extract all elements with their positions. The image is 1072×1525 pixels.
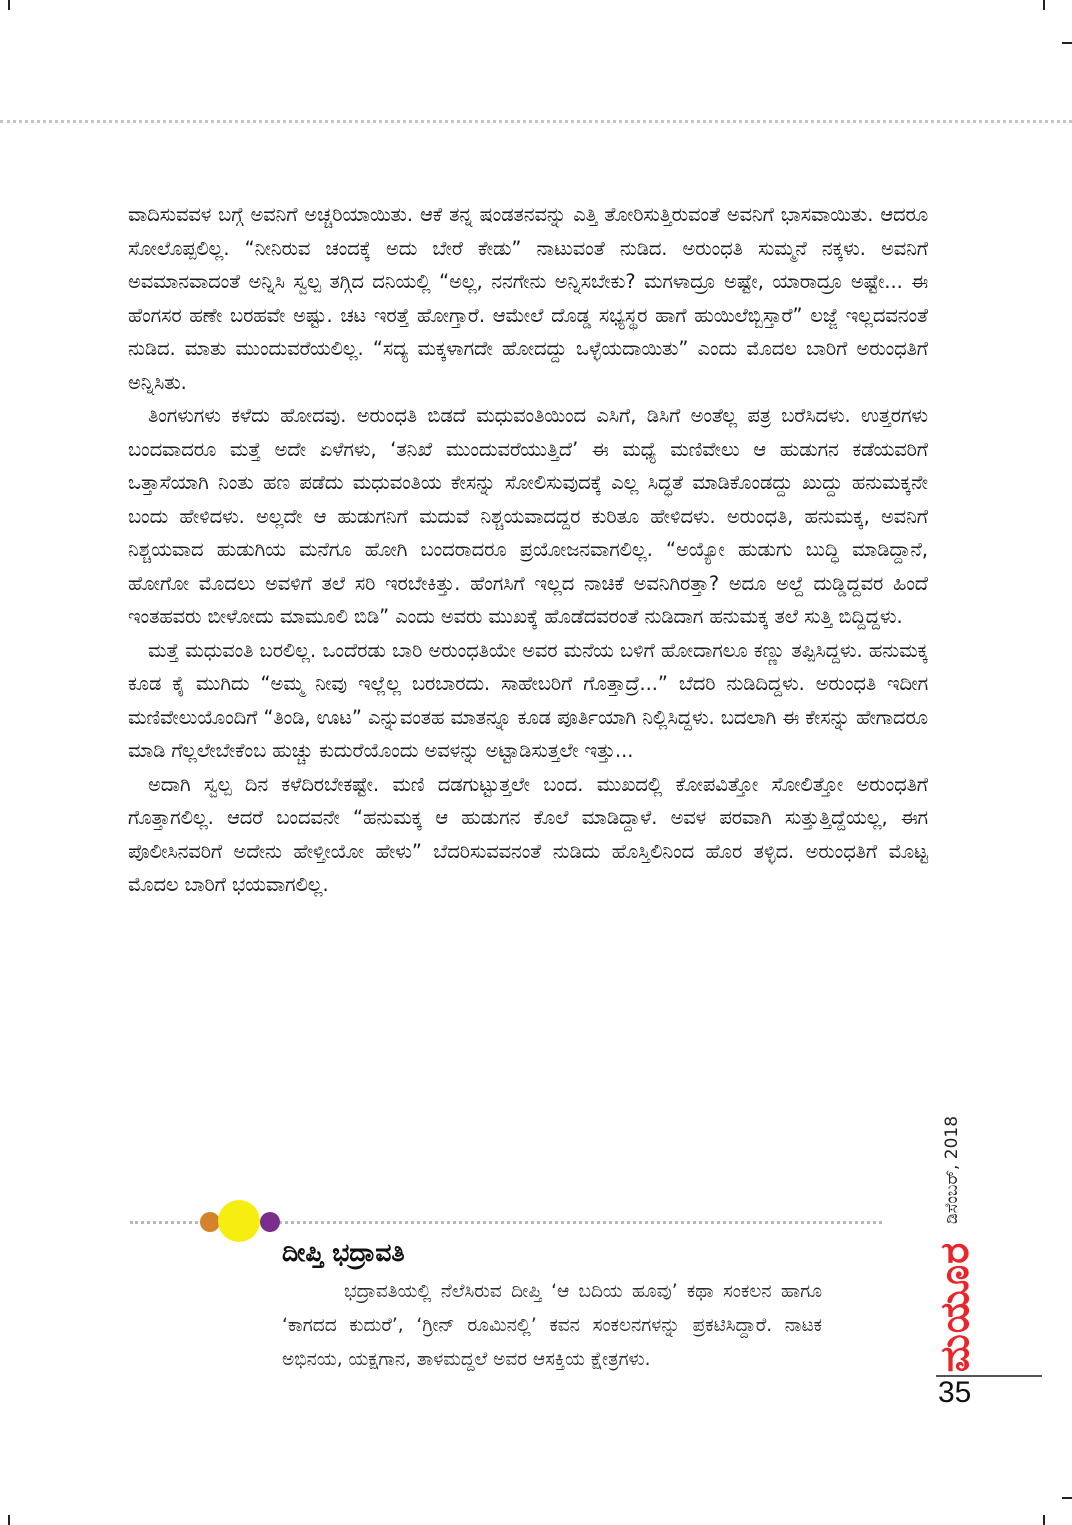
top-dotted-rule	[0, 120, 1072, 123]
magazine-logo: ಮಯೂರ	[932, 1241, 978, 1373]
author-bio	[282, 1275, 822, 1377]
crop-mark-bottom-left	[8, 1515, 10, 1525]
purple-dot-ornament	[260, 1212, 280, 1232]
crop-mark-top-left	[8, 0, 10, 10]
issue-date: ಡಿಸೆಂಬರ್, 2018	[942, 1115, 962, 1225]
author-name: ದೀಪ್ತಿ ಭದ್ರಾವತಿ	[282, 1238, 405, 1267]
article-paragraph-4: ಅದಾಗಿ ಸ್ವಲ್ಪ ದಿನ ಕಳೆದಿರಬೇಕಷ್ಟೇ. ಮಣಿ ದಡಗುಟ್ಟುತ್ತಲೇ ಬಂದ. ಮುಖದಲ್ಲಿ ಕೋಪವಿತ್ತೋ ಸೋಲಿತ್ತೋ ಅರುಂಧತಿಗೆ ಗೊತ್ತಾಗಲಿಲ್ಲ. ಆದರೆ ಬಂದವನೇ “ಹನುಮಕ್ಕ ಆ ಹುಡುಗನ ಕೊಲೆ ಮಾಡಿದ್ದಾಳೆ. ಅವಳ ಪರವಾಗಿ ಸುತ್ತುತ್ತಿದ್ದೆಯಲ್ಲ, ಈಗ ಪೊಲೀಸಿನವರಿಗೆ ಅದೇನು ಹೇಳ್ತೀಯೋ ಹೇಳು” ಬೆದರಿಸುವವನಂತೆ ನುಡಿದು ಹೊಸ್ತಿಲಿನಿಂದ ಹೊರ ತಳ್ಳಿದ. ಅರುಂಧತಿಗೆ ಮೊಟ್ಟ ಮೊದಲ ಬಾರಿಗೆ ಭಯವಾಗಲಿಲ್ಲ.	[128, 772, 928, 896]
yellow-dot-ornament	[218, 1200, 260, 1242]
article-paragraph-3: ಮತ್ತೆ ಮಧುವಂತಿ ಬರಲಿಲ್ಲ. ಒಂದೆರಡು ಬಾರಿ ಅರುಂಧತಿಯೇ ಅವರ ಮನೆಯ ಬಳಿಗೆ ಹೋದಾಗಲೂ ಕಣ್ಣು ತಪ್ಪಿಸಿದ್ದಳು. ಹನುಮಕ್ಕ ಕೂಡ ಕೈ ಮುಗಿದು “ಅಮ್ಮ ನೀವು ಇಲ್ಲೆಲ್ಲ ಬರಬಾರದು. ಸಾಹೇಬರಿಗೆ ಗೊತ್ತಾದ್ರೆ...” ಬೆದರಿ ನುಡಿದಿದ್ದಳು. ಅರುಂಧತಿ ಇದೀಗ ಮಣಿವೇಲುಯೊಂದಿಗೆ “ತಿಂಡಿ, ಊಟ” ಎನ್ನುವಂತಹ ಮಾತನ್ನೂ ಕೂಡ ಪೂರ್ತಿಯಾಗಿ ನಿಲ್ಲಿಸಿದ್ದಳು. ಬದಲಾಗಿ ಈ ಕೇಸನ್ನು ಹೇಗಾದರೂ ಮಾಡಿ ಗೆಲ್ಲಲೇಬೇಕೆಂಬ ಹುಚ್ಚು ಕುದುರೆಯೊಂದು ಅವಳನ್ನು ಅಟ್ಟಾಡಿಸುತ್ತಲೇ ಇತ್ತು...	[128, 638, 928, 762]
crop-mark-bottom-right	[1043, 1515, 1045, 1525]
crop-mark-right-bottom	[1062, 1497, 1072, 1499]
crop-mark-right-top	[1062, 42, 1072, 44]
article-paragraph-2: ತಿಂಗಳುಗಳು ಕಳೆದು ಹೋದವು. ಅರುಂಧತಿ ಬಿಡದೆ ಮಧುವಂತಿಯಿಂದ ಎಸಿಗೆ, ಡಿಸಿಗೆ ಅಂತೆಲ್ಲ ಪತ್ರ ಬರೆಸಿದಳು. ಉತ್ತರಗಳು ಬಂದವಾದರೂ ಮತ್ತೆ ಅದೇ ಏಳೆಗಳು, ‘ತನಿಖೆ ಮುಂದುವರೆಯುತ್ತಿದೆ’ ಈ ಮಧ್ಯೆ ಮಣಿವೇಲು ಆ ಹುಡುಗನ ಕಡೆಯವರಿಗೆ ಒತ್ತಾಸೆಯಾಗಿ ನಿಂತು ಹಣ ಪಡೆದು ಮಧುವಂತಿಯ ಕೇಸನ್ನು ಸೋಲಿಸುವುದಕ್ಕೆ ಎಲ್ಲ ಸಿದ್ಧತೆ ಮಾಡಿಕೊಂಡದ್ದು ಖುದ್ದು ಹನುಮಕ್ಕನೇ ಬಂದು ಹೇಳಿದಳು. ಅಲ್ಲದೇ ಆ ಹುಡುಗನಿಗೆ ಮದುವೆ ನಿಶ್ಚಯವಾದದ್ದರ ಕುರಿತೂ ಹೇಳಿದಳು. ಅರುಂಧತಿ, ಹನುಮಕ್ಕ, ಅವನಿಗೆ ನಿಶ್ಚಯವಾದ ಹುಡುಗಿಯ ಮನೆಗೂ ಹೋಗಿ ಬಂದರಾದರೂ ಪ್ರಯೋಜನವಾಗಲಿಲ್ಲ. “ಅಯ್ಯೋ ಹುಡುಗು ಬುದ್ಧಿ ಮಾಡಿದ್ದಾನೆ, ಹೋಗೋ ಮೊದಲು ಅವಳಿಗೆ ತಲೆ ಸರಿ ಇರಬೇಕಿತ್ತು. ಹೆಂಗಸಿಗೆ ಇಲ್ಲದ ನಾಚಿಕೆ ಅವನಿಗಿರತ್ತಾ? ಅದೂ ಅಲ್ದೆ ದುಡ್ಡಿದ್ದವರ ಹಿಂದೆ ಇಂತಹವರು ಬೀಳೋದು ಮಾಮೂಲಿ ಬಿಡಿ” ಎಂದು ಅವರು ಮುಖಕ್ಕೆ ಹೊಡೆದವರಂತೆ ನುಡಿದಾಗ ಹನುಮಕ್ಕ ತಲೆ ಸುತ್ತಿ ಬಿದ್ದಿದ್ದಳು.	[128, 404, 928, 628]
article-body	[128, 198, 928, 902]
page-number: 35	[938, 1376, 972, 1409]
author-bio-text: ಭದ್ರಾವತಿಯಲ್ಲಿ ನೆಲೆಸಿರುವ ದೀಪ್ತಿ ‘ಆ ಬದಿಯ ಹೂವು’ ಕಥಾ ಸಂಕಲನ ಹಾಗೂ ‘ಕಾಗದದ ಕುದುರೆ’, ‘ಗ್ರೀನ್ ರೂಮಿನಲ್ಲಿ’ ಕವನ ಸಂಕಲನಗಳನ್ನು ಪ್ರಕಟಿಸಿದ್ದಾರೆ. ನಾಟಕ ಅಭಿನಯ, ಯಕ್ಷಗಾನ, ತಾಳಮದ್ದಲೆ ಅವರ ಆಸಕ್ತಿಯ ಕ್ಷೇತ್ರಗಳು.	[282, 1281, 822, 1370]
orange-dot-ornament	[200, 1212, 220, 1232]
crop-mark-top-right	[1043, 0, 1045, 10]
article-paragraph-1: ವಾದಿಸುವವಳ ಬಗ್ಗೆ ಅವನಿಗೆ ಅಚ್ಚರಿಯಾಯಿತು. ಆಕೆ ತನ್ನ ಷಂಡತನವನ್ನು ಎತ್ತಿ ತೋರಿಸುತ್ತಿರುವಂತೆ ಅವನಿಗೆ ಭಾಸವಾಯಿತು. ಆದರೂ ಸೋಲೊಪ್ಪಲಿಲ್ಲ. “ನೀನಿರುವ ಚಂದಕ್ಕೆ ಅದು ಬೇರೆ ಕೇಡು” ನಾಟುವಂತೆ ನುಡಿದ. ಅರುಂಧತಿ ಸುಮ್ಮನೆ ನಕ್ಕಳು. ಅವನಿಗೆ ಅವಮಾನವಾದಂತೆ ಅನ್ನಿಸಿ ಸ್ವಲ್ಪ ತಗ್ಗಿದ ದನಿಯಲ್ಲಿ “ಅಲ್ಲ, ನನಗೇನು ಅನ್ನಿಸಬೇಕು? ಮಗಳಾದ್ರೂ ಅಷ್ಟೇ, ಯಾರಾದ್ರೂ ಅಷ್ಟೇ... ಈ ಹೆಂಗಸರ ಹಣೇ ಬರಹವೇ ಅಷ್ಟು. ಚಟ ಇರತ್ತೆ ಹೋಗ್ತಾರೆ. ಆಮೇಲೆ ದೊಡ್ಡ ಸಭ್ಯಸ್ಥರ ಹಾಗೆ ಹುಯಿಲೆಬ್ಬಿಸ್ತಾರೆ” ಲಜ್ಜೆ ಇಲ್ಲದವನಂತೆ ನುಡಿದ. ಮಾತು ಮುಂದುವರೆಯಲಿಲ್ಲ. “ಸದ್ಯ ಮಕ್ಕಳಾಗದೇ ಹೋದದ್ದು ಒಳ್ಳೆಯದಾಯಿತು” ಎಂದು ಮೊದಲ ಬಾರಿಗೆ ಅರುಂಧತಿಗೆ ಅನ್ನಿಸಿತು.	[128, 203, 928, 394]
